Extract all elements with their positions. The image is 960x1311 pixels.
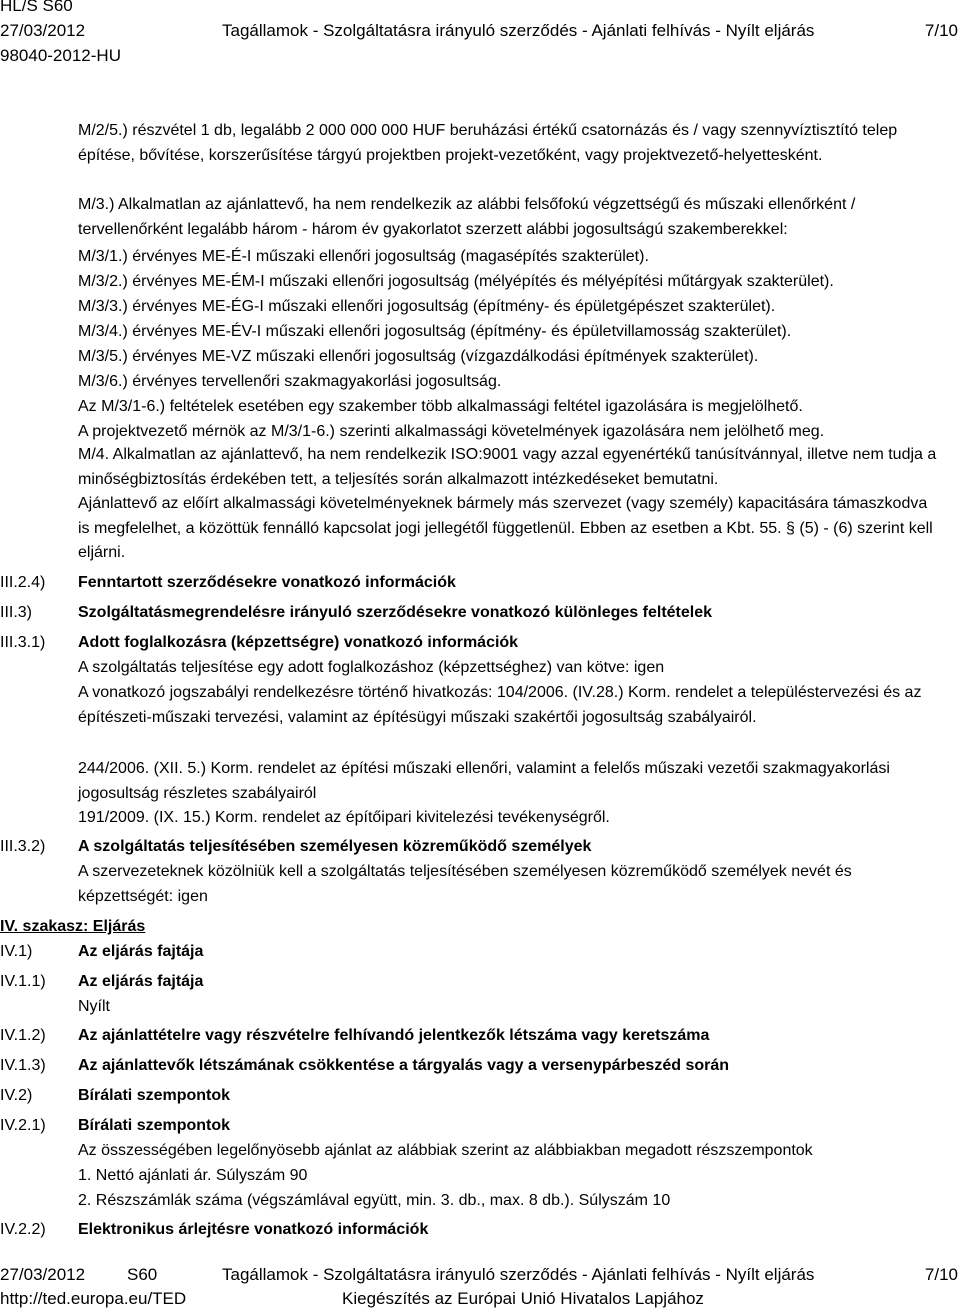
header-page-number: 7/10 (924, 21, 958, 40)
text-iv-2-1-b: 1. Nettó ajánlati ár. Súlyszám 90 (78, 1167, 308, 1184)
section-number-iii-2-4: III.2.4) (0, 574, 46, 591)
section-number-iv-2-1: IV.2.1) (0, 1117, 46, 1134)
item-m33: M/3/3.) érvényes ME-ÉG-I műszaki ellenőri jogosultság (építmény- és épületgépészet szakterület). (78, 298, 776, 315)
footer-publisher: Kiegészítés az Európai Unió Hivatalos Lapjához (342, 1289, 704, 1308)
section-number-iii-3: III.3) (0, 604, 33, 621)
header-doc-id: 98040-2012-HU (0, 46, 121, 65)
paragraph-m4: M/4. Alkalmatlan az ajánlattevő, ha nem rendelkezik ISO:9001 vagy azzal egyenértékű tanúsítvánnyal, illetve nem tudja a minőségbiztosítás érdekében tett, a teljesítés során alkalmazott intézkedéseket bemutatni. (78, 446, 937, 488)
heading-iv-1-2: Az ajánlattételre vagy részvételre felhívandó jelentkezők létszáma vagy keretszáma (78, 1027, 710, 1044)
section-number-iii-3-1: III.3.1) (0, 634, 46, 651)
header-date: 27/03/2012 (0, 21, 86, 40)
heading-iii-3-2: A szolgáltatás teljesítésében személyesen közreműködő személyek (78, 838, 592, 855)
item-m35: M/3/5.) érvényes ME-VZ műszaki ellenőri jogosultság (vízgazdálkodási építmények szakterület). (78, 348, 759, 365)
text-iii-3-1-c: 244/2006. (XII. 5.) Korm. rendelet az építési műszaki ellenőri, valamint a felelős műszaki vezetői szakmagyakorlási jogosultság részletes szabályairól (78, 760, 890, 802)
footer-page-number: 7/10 (924, 1265, 958, 1284)
item-m32: M/3/2.) érvényes ME-ÉM-I műszaki ellenőri jogosultság (mélyépítés és mélyépítési műtárgyak szakterület). (78, 273, 834, 290)
page-header (0, 0, 960, 70)
footer-series: S60 (127, 1265, 158, 1284)
section-title-iv: IV. szakasz: Eljárás (0, 918, 146, 935)
paragraph-m25: M/2/5.) részvétel 1 db, legalább 2 000 000 000 HUF beruházási értékű csatornázás és / vagy szennyvíztisztító telep építése, bővítése, korszerűsítése tárgyú projektben projekt-vezetőként, vagy projektvezető-helyettesként. (78, 122, 898, 164)
paragraph-kapacitas: Ajánlattevő az előírt alkalmassági követelményeknek bármely más szervezet (vagy személy) kapacitására támaszkodva is megfelelhet, a közöttük fennálló kapcsolat jogi jellegétől függetlenül. Ebben az esetben a Kbt. 55. § (5) - (6) szerint kell eljárni. (78, 495, 933, 562)
item-m36: M/3/6.) érvényes tervellenőri szakmagyakorlási jogosultság. (78, 373, 502, 390)
text-iii-3-1-b: A vonatkozó jogszabályi rendelkezésre történő hivatkozás: 104/2006. (IV.28.) Korm. rendelet a településtervezési és az építészeti-műszaki tervezési, valamint az építésügyi műszaki szakértői jogosultság szabályairól. (78, 684, 922, 726)
text-iii-3-1-d: 191/2009. (IX. 15.) Korm. rendelet az építőipari kivitelezési tevékenységről. (78, 809, 610, 826)
text-iv-2-1-c: 2. Részszámlák száma (végszámlával együtt, min. 3. db., max. 8 db.). Súlyszám 10 (78, 1192, 671, 1209)
text-iv-2-1-a: Az összességében legelőnyösebb ajánlat az alábbiak szerint az alábbiakban megadott részszempontok (78, 1142, 813, 1159)
text-iii-3-2: A szervezeteknek közölniük kell a szolgáltatás teljesítésében személyesen közreműködő személyek nevét és képzettségét: igen (78, 863, 852, 905)
note-m3-all: Az M/3/1-6.) feltételek esetében egy szakember több alkalmassági feltétel igazolására is megjelölhető. (78, 398, 803, 415)
heading-iii-3: Szolgáltatásmegrendelésre irányuló szerződésekre vonatkozó különleges feltételek (78, 604, 713, 621)
heading-iv-2-1: Bírálati szempontok (78, 1117, 231, 1134)
heading-iv-2-2: Elektronikus árlejtésre vonatkozó információk (78, 1221, 429, 1238)
heading-iii-3-1: Adott foglalkozásra (képzettségre) vonatkozó információk (78, 634, 519, 651)
section-number-iv-2: IV.2) (0, 1087, 33, 1104)
section-number-iv-1-3: IV.1.3) (0, 1057, 46, 1074)
text-iii-3-1-a: A szolgáltatás teljesítése egy adott foglalkozáshoz (képzettséghez) van kötve: igen (78, 659, 665, 676)
note-m3-projektvezeto: A projektvezető mérnök az M/3/1-6.) szerinti alkalmassági követelmények igazolására nem jelölhető meg. (78, 423, 825, 440)
heading-iv-1-3: Az ajánlattevők létszámának csökkentése a tárgyalás vagy a versenypárbeszéd során (78, 1057, 730, 1074)
section-number-iv-1-2: IV.1.2) (0, 1027, 46, 1044)
section-number-iv-1: IV.1) (0, 943, 33, 960)
footer-title: Tagállamok - Szolgáltatásra irányuló szerződés - Ajánlati felhívás - Nyílt eljárás (222, 1265, 815, 1284)
heading-iv-1: Az eljárás fajtája (78, 943, 204, 960)
heading-iv-1-1: Az eljárás fajtája (78, 973, 204, 990)
header-title: Tagállamok - Szolgáltatásra irányuló szerződés - Ajánlati felhívás - Nyílt eljárás (222, 21, 815, 40)
page-footer (0, 1264, 960, 1311)
paragraph-m3: M/3.) Alkalmatlan az ajánlattevő, ha nem rendelkezik az alábbi felsőfokú végzettségű és műszaki ellenőrként / tervellenőrként legalább három - három év gyakorlatot szerzett alábbi jogosultságú szakemberekkel: (78, 196, 856, 238)
footer-url[interactable]: http://ted.europa.eu/TED (0, 1289, 187, 1308)
footer-date: 27/03/2012 (0, 1265, 86, 1284)
section-number-iv-2-2: IV.2.2) (0, 1221, 46, 1238)
section-number-iii-3-2: III.3.2) (0, 838, 46, 855)
item-m31: M/3/1.) érvényes ME-É-I műszaki ellenőri jogosultság (magasépítés szakterület). (78, 248, 649, 265)
doc-type: HL/S S60 (0, 0, 73, 15)
heading-iv-2: Bírálati szempontok (78, 1087, 231, 1104)
item-m34: M/3/4.) érvényes ME-ÉV-I műszaki ellenőri jogosultság (építmény- és épületvillamosság szakterület). (78, 323, 792, 340)
section-number-iv-1-1: IV.1.1) (0, 973, 46, 990)
value-iv-1-1: Nyílt (78, 998, 110, 1015)
heading-iii-2-4: Fenntartott szerződésekre vonatkozó információk (78, 574, 456, 591)
